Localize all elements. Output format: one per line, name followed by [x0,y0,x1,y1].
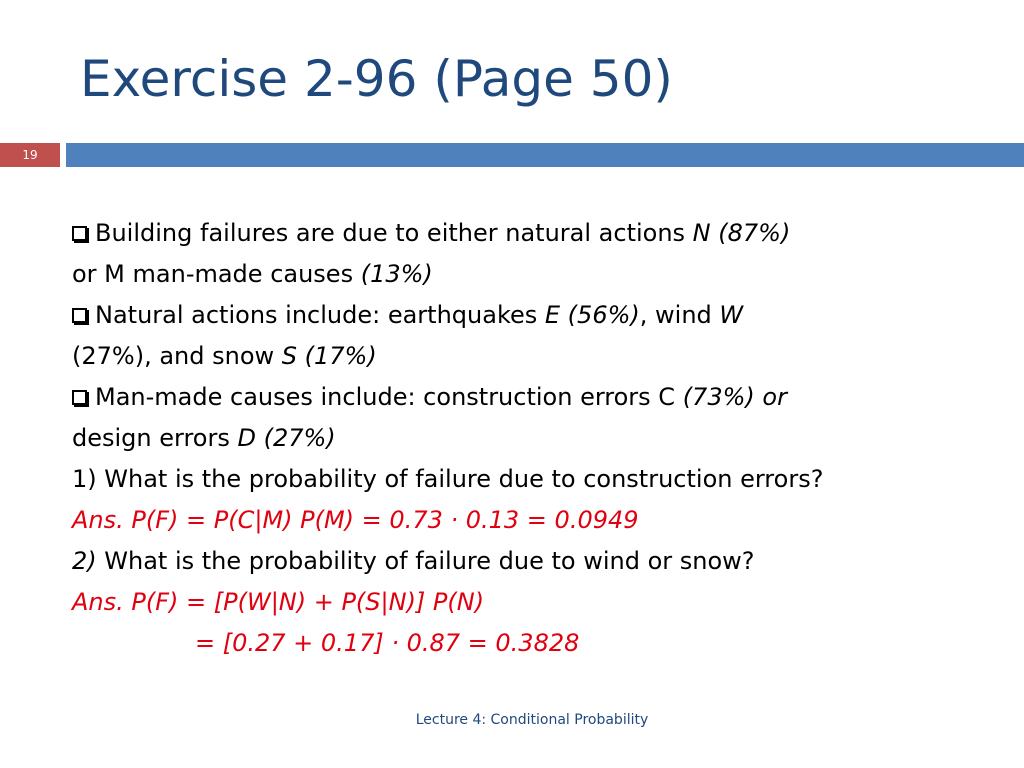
bullet-1-text: Building failures are due to either natural actions [95,219,693,247]
bullet-3-text-cont: design errors [72,424,238,452]
bullet-2-line-1 [72,295,972,336]
bullet-1-natural: N (87%) [692,219,791,247]
slide-footer: Lecture 4: Conditional Probability [415,712,649,728]
answer-2-line-1 [72,582,972,623]
header-bar [66,143,1024,167]
answer-2-text: Ans. P(F) = [P(W|N) + P(S|N)] P(N) [72,588,485,616]
bullet-2-line-2 [72,336,972,377]
answer-2-line-2 [72,623,972,664]
answer-1 [72,500,972,541]
bullet-2-wind-text: , wind [639,301,720,329]
answer-2-result: = [0.27 + 0.17] · 0.87 = 0.3828 [195,629,580,657]
bullet-3-design: D (27%) [237,424,336,452]
bullet-1-line-2 [72,254,972,295]
bullet-2-text: Natural actions include: earthquakes [95,301,545,329]
question-2-number: 2) [72,547,97,575]
question-2-text: What is the probability of failure due to wind or snow? [96,547,755,575]
checkbox-bullet-icon [72,308,87,323]
checkbox-bullet-icon [72,390,87,405]
bullet-3-line-2 [72,418,972,459]
bullet-3-line-1 [72,377,972,418]
bullet-3-construction: (73%) or [682,383,787,411]
bullet-1-text-cont: or M man-made causes [72,260,361,288]
bullet-2-text-cont: (27%), and snow [72,342,282,370]
checkbox-bullet-icon [72,226,87,241]
slide-number: 19 [0,143,60,167]
bullet-3-text: Man-made causes include: construction errors C [95,383,683,411]
question-2 [72,541,972,582]
bullet-2-wind: W [719,301,744,329]
answer-1-text: Ans. P(F) = P(C|M) P(M) = 0.73 · 0.13 = 0.0949 [72,506,639,534]
bullet-1-manmade: (13%) [360,260,433,288]
slide-title: Exercise 2-96 (Page 50) [80,50,673,108]
bullet-1-line-1 [72,213,972,254]
question-1: 1) What is the probability of failure due to construction errors? [72,465,824,493]
slide-content [72,213,972,664]
bullet-2-earthquakes: E (56%) [544,301,640,329]
bullet-2-snow: S (17%) [281,342,377,370]
